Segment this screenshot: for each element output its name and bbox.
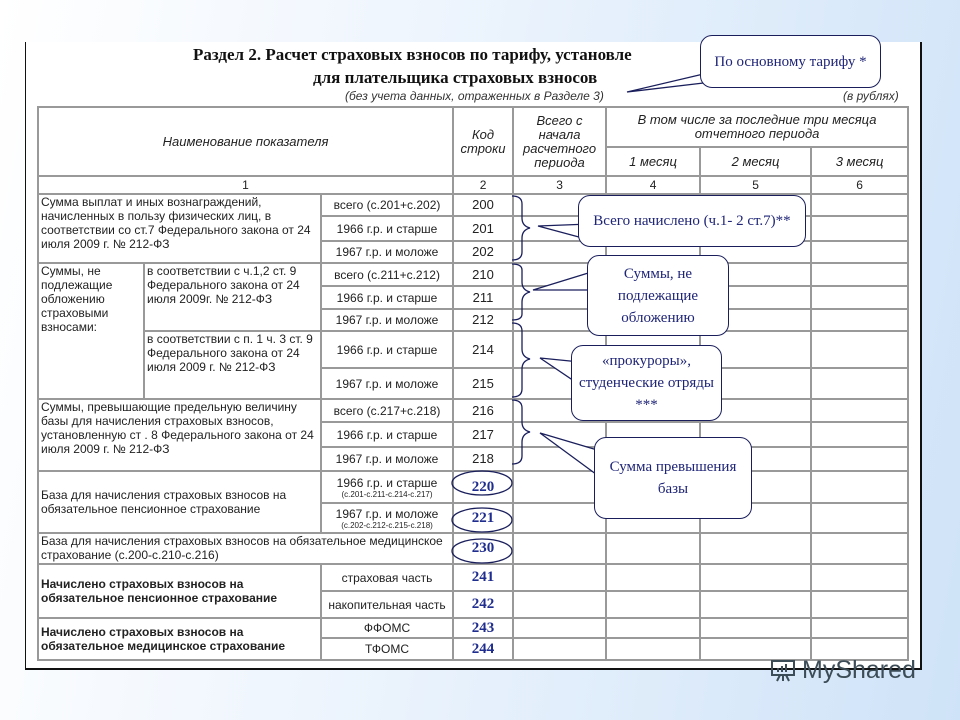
row-label: 1966 г.р. и старше xyxy=(321,216,453,241)
row-code: 243 xyxy=(453,618,513,638)
header-last3: В том числе за последние три месяца отчетного периода xyxy=(606,107,908,147)
row-code: 215 xyxy=(453,368,513,399)
row-formula: (с.202-с.212-с.215-с.218) xyxy=(341,520,433,530)
row-code: 214 xyxy=(453,331,513,368)
brace-icon xyxy=(512,323,530,397)
col-num: 5 xyxy=(700,176,811,194)
row-subgroup-214: в соответствии с п. 1 ч. 3 ст. 9 Федерального закона от 24 июля 2009 г. № 212-ФЗ xyxy=(144,331,321,399)
code-circle-220 xyxy=(452,471,512,495)
row-code: 217 xyxy=(453,422,513,447)
row-label: 1966 г.р. и старше xyxy=(321,422,453,447)
row-code: 201 xyxy=(453,216,513,241)
row-label: всего (с.201+с.202) xyxy=(321,194,453,216)
row-label: страховая часть xyxy=(321,564,453,591)
watermark-logo xyxy=(768,655,916,685)
header-total: Всего с начала расчетного периода xyxy=(513,107,606,176)
row-label: 1966 г.р. и старше xyxy=(336,475,438,490)
row-code: 202 xyxy=(453,241,513,263)
header-m3: 3 месяц xyxy=(811,147,908,176)
row-code: 210 xyxy=(453,263,513,286)
row-code: 244 xyxy=(453,638,513,660)
header-m1: 1 месяц xyxy=(606,147,700,176)
section-subtitle: для плательщика страховых взносов xyxy=(313,68,598,87)
units-note: (в рублях) xyxy=(843,89,899,103)
row-code: 218 xyxy=(453,447,513,471)
row-group-200: Сумма выплат и иных вознаграждений, начисленных в пользу физических лиц, в соответствии со ст.7 Федерального закона от 24 июля 2009 г. № 212-ФЗ xyxy=(38,194,321,263)
row-group-230: База для начисления страховых взносов на обязательное медицинское страхование (с.200-с.210-с.216) xyxy=(38,533,453,564)
row-label: 1967 г.р. и моложе xyxy=(321,241,453,263)
row-subgroup-210: в соответствии с ч.1,2 ст. 9 Федерального закона от 24 июля 2009г. № 212-ФЗ xyxy=(144,263,321,331)
code-circle-230 xyxy=(452,539,512,563)
row-group-210: Суммы, не подлежащие обложению страховыми взносами: xyxy=(38,263,144,399)
row-code: 242 xyxy=(453,591,513,618)
presentation-icon xyxy=(768,655,798,685)
header-code: Код строки xyxy=(453,107,513,176)
row-label: всего (с.217+с.218) xyxy=(321,399,453,422)
row-code: 241 xyxy=(453,564,513,591)
row-label: 1966 г.р. и старше xyxy=(321,286,453,309)
header-m2: 2 месяц xyxy=(700,147,811,176)
row-code: 212 xyxy=(453,309,513,331)
row-label: ТФОМС xyxy=(321,638,453,660)
col-num: 1 xyxy=(38,176,453,194)
row-code: 230 xyxy=(453,533,513,564)
callout-excess: Сумма превышения базы xyxy=(594,437,752,519)
row-group-243: Начислено страховых взносов на обязательное медицинское страхование xyxy=(38,618,321,660)
row-group-216: Суммы, превышающие предельную величину базы для начисления страховых взносов, установленную ст . 8 Федерального закона от 24 июля 2009 г. № 212-ФЗ xyxy=(38,399,321,471)
watermark-text: MyShared xyxy=(802,655,916,684)
row-code: 220 xyxy=(453,471,513,503)
row-label: 1966 г.р. и старше xyxy=(321,331,453,368)
row-code: 221 xyxy=(453,503,513,533)
row-group-241: Начислено страховых взносов на обязательное пенсионное страхование xyxy=(38,564,321,618)
row-label: 1967 г.р. и моложе xyxy=(321,368,453,399)
callout-total-accrued: Всего начислено (ч.1- 2 ст.7)** xyxy=(578,195,806,247)
col-num: 3 xyxy=(513,176,606,194)
row-code: 216 xyxy=(453,399,513,422)
row-label: всего (с.211+с.212) xyxy=(321,263,453,286)
row-code: 211 xyxy=(453,286,513,309)
callout-prosecutors: «прокуроры», студенческие отряды *** xyxy=(571,345,722,421)
col-num: 2 xyxy=(453,176,513,194)
row-label: 1967 г.р. и моложе xyxy=(321,447,453,471)
row-formula: (с.201-с.211-с.214-с.217) xyxy=(341,489,433,499)
row-label: 1967 г.р. и моложе xyxy=(335,506,439,521)
header-name: Наименование показателя xyxy=(38,107,453,176)
callout-non-taxable: Суммы, не подлежащие обложению xyxy=(587,255,729,336)
row-label: 1967 г.р. и моложе xyxy=(321,309,453,331)
callout-basic-tariff: По основному тарифу * xyxy=(700,35,881,88)
col-num: 6 xyxy=(811,176,908,194)
col-num: 4 xyxy=(606,176,700,194)
brace-icon xyxy=(512,264,530,320)
row-code: 200 xyxy=(453,194,513,216)
brace-icon xyxy=(512,400,530,464)
section-title: Раздел 2. Расчет страховых взносов по тарифу, установле xyxy=(193,45,632,64)
subnote: (без учета данных, отраженных в Разделе 3) xyxy=(345,89,604,103)
row-group-220: База для начисления страховых взносов на обязательное пенсионное страхование xyxy=(38,471,321,533)
code-circle-221 xyxy=(452,508,512,532)
row-label: накопительная часть xyxy=(321,591,453,618)
row-label: ФФОМС xyxy=(321,618,453,638)
brace-icon xyxy=(512,196,530,260)
